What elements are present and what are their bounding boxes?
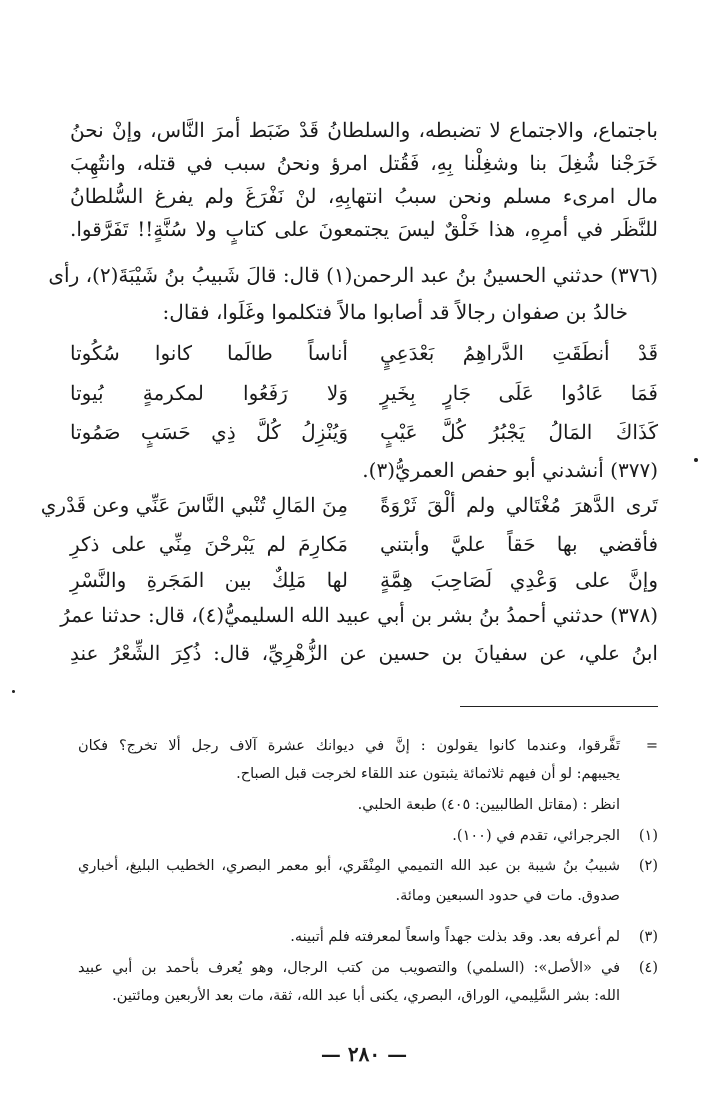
body-line: خالدُ بن صفوان رجالاً قد أصابوا مالاً فتكلموا وغَلَوا، فقال: xyxy=(162,300,628,324)
body-line-378: (٣٧٨) حدثني أحمدُ بنُ بشر بن أبي عبيد الله السليميُّ(٤)، قال: حدثنا عمرُ xyxy=(60,603,658,627)
verse-second-hemistich: وَيُنْزِلُ كُلَّ ذِي حَسَبٍ صَمُوتا xyxy=(70,420,348,444)
verse-row xyxy=(40,492,658,518)
body-line: مال امرىء مسلم ونحن سببُ انتهابِهِ، لنْ نَفْرَغَ ولم يفرغ السُّلطانُ xyxy=(70,184,658,208)
footnote-text: شبيبُ بنُ شيبة بن عبد الله التميمي المِنْقَري، أبو معمر البصري، الخطيب البليغ، أخباري xyxy=(78,858,620,874)
footnote-text: الجرجرائي، تقدم في (١٠٠). xyxy=(452,828,620,844)
body-line-376: (٣٧٦) حدثني الحسينُ بنُ عبد الرحمن(١) قال: قالَ شَبيبُ بنُ شَيْبَةَ(٢)، رأى xyxy=(48,263,658,287)
verse-first-hemistich: فأقضي بها حَقاً عليَّ وأبتني xyxy=(380,532,658,556)
verse-first-hemistich: فَمَا عَادُوا عَلَى جَارٍ بِخَيرٍ xyxy=(380,381,658,405)
verse-first-hemistich: تَرى الدَّهرَ مُغْتَالي ولم ألْقَ ثَرْوَةً xyxy=(380,493,658,517)
footnote-text: تَفَّرقوا، وعندما كانوا يقولون : إنَّ في ديوانك عشرة آلاف رجل ألا تخرج؟ فكان xyxy=(78,738,620,754)
footnote-text: في «الأصل»: (السلمي) والتصويب من كتب الرجال، وهو يُعرف بأحمد بن أبي عبيد xyxy=(78,960,620,976)
page-number: — ٢٨٠ — xyxy=(320,1042,408,1066)
print-speck xyxy=(694,458,698,462)
verse-second-hemistich: لها مَلِكٌ بين المَجَرةِ والنَّسْرِ xyxy=(70,568,348,592)
footnote-marker: (٤) xyxy=(638,960,658,976)
footnote-marker: (١) xyxy=(638,828,658,844)
verse-row xyxy=(70,567,658,593)
continuation-marker: = xyxy=(645,738,658,754)
body-line: للنَّظَر في أمرِهِ، هذا خَلْقٌ ليسَ يجتمعونَ على كتابٍ ولا سُنَّةٍ!! تَفَرَّقوا. xyxy=(70,217,659,241)
footnote-marker: (٢) xyxy=(638,858,658,874)
verse-row xyxy=(70,340,658,366)
print-speck xyxy=(12,690,15,693)
footnote-text: الله: بشر السَّلِيمي، الوراق، البصري، يكنى أبا عبد الله، ثقة، مات بعد الأربعين ومائتين. xyxy=(112,988,620,1004)
verse-first-hemistich: وإنَّ على وَعْدِي لَصَاحِبَ هِمَّةٍ xyxy=(380,568,658,592)
footnote-text: لم أعرفه بعد. وقد بذلت جهداً واسعاً لمعرفته فلم أتبينه. xyxy=(290,929,620,945)
body-line: خَرَجْنا شُغِلَ بنا وشغِلْنا بِهِ، فَقُتل امرؤ ونحنُ سبب في قتله، وانتُهِبَ xyxy=(70,151,658,175)
verse-second-hemistich: وَلا رَفَعُوا لمكرمةٍ بُيوتا xyxy=(70,381,348,405)
body-line-377: (٣٧٧) أنشدني أبو حفص العمريُّ(٣). xyxy=(362,458,658,482)
verse-second-hemistich: أناساً طالَما كانوا سُكُوتا xyxy=(70,341,348,365)
footnote-text: انظر : (مقاتل الطالبيين: ٤٠٥) طبعة الحلبي. xyxy=(357,797,620,813)
body-line: ابنُ علي، عن سفيانَ بن حسين عن الزُّهْرِيِّ، قال: ذُكِرَ الشِّعْرُ عندِ xyxy=(70,641,658,665)
footnote-text: صدوق. مات في حدود السبعين ومائة. xyxy=(395,888,620,904)
verse-row xyxy=(70,380,658,406)
footnote-separator xyxy=(460,706,658,707)
verse-first-hemistich: كَذَاكَ المَالُ يَجْبُرُ كُلَّ عَيْبٍ xyxy=(380,420,658,444)
body-line: باجتماع، والاجتماع لا تضبطه، والسلطانُ قَدْ ضَبَط أمرَ النَّاس، وإنْ نحنُ xyxy=(70,118,658,142)
verse-second-hemistich: مِنَ المَالِ تُنْبي النَّاسَ عَنِّي وعن قَدْري xyxy=(40,493,348,517)
verse-second-hemistich: مَكارِمَ لم يَبْرحْنَ مِنِّي على ذكرِ xyxy=(70,532,348,556)
verse-row xyxy=(70,531,658,557)
footnote-marker: (٣) xyxy=(638,929,658,945)
verse-row xyxy=(70,419,658,445)
footnote-text: يجيبهم: لو أن فيهم ثلاثمائة يثبتون عند اللقاء لخرجت قبل الصباح. xyxy=(236,766,620,782)
verse-first-hemistich: قَدْ أنطَقَتِ الدَّراهِمُ بَعْدَعِيٍ xyxy=(380,341,658,365)
